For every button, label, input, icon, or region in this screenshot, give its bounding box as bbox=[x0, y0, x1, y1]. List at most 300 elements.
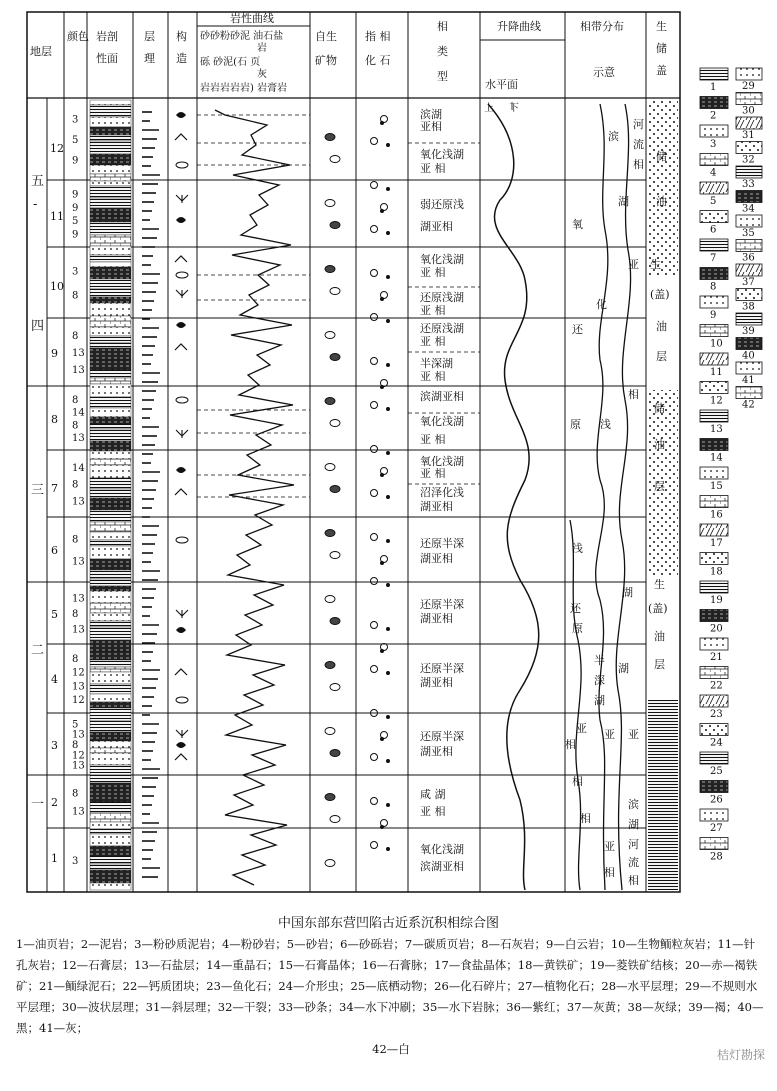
header-source-2: 储 bbox=[656, 42, 667, 55]
bedding-column bbox=[142, 112, 160, 877]
fossil-glyph bbox=[371, 226, 378, 233]
color-code: 5 bbox=[72, 216, 79, 228]
color-code: 13 bbox=[72, 556, 85, 568]
zone-8: 8 bbox=[51, 413, 58, 426]
legend-swatch bbox=[700, 524, 728, 536]
legend-number: 1 bbox=[710, 82, 717, 93]
source-label: 储 bbox=[654, 402, 665, 415]
lithology-band bbox=[90, 753, 131, 765]
structure-symbol bbox=[176, 397, 188, 403]
legend-swatch bbox=[700, 781, 728, 793]
fossil-glyph bbox=[386, 803, 390, 807]
structure-symbol bbox=[176, 290, 188, 298]
legend-number: 7 bbox=[710, 253, 717, 264]
lithology-band bbox=[90, 667, 131, 672]
fossil-glyph bbox=[371, 754, 378, 761]
legend-number: 6 bbox=[710, 224, 717, 236]
source-label: (盖) bbox=[650, 288, 670, 301]
facies-label: 亚 相 bbox=[420, 370, 446, 383]
facies-label: 还原半深 bbox=[420, 598, 464, 611]
legend-number: 22 bbox=[710, 680, 723, 692]
mineral-glyph bbox=[330, 420, 340, 427]
figure-caption: 中国东部东营凹陷古近系沉积相综合图 bbox=[277, 916, 499, 931]
color-code: 12 bbox=[72, 750, 85, 762]
fossil-glyph bbox=[371, 490, 378, 497]
belt-label: 相 bbox=[628, 874, 639, 887]
legend-swatch bbox=[736, 264, 762, 276]
mineral-glyph bbox=[325, 794, 335, 801]
lithology-band bbox=[90, 834, 131, 846]
fossil-glyph bbox=[386, 319, 390, 323]
legend-swatch bbox=[700, 268, 728, 280]
lithology-band bbox=[90, 586, 131, 591]
facies-label: 湖亚相 bbox=[420, 676, 453, 689]
lithology-band bbox=[90, 370, 131, 378]
mineral-glyph bbox=[330, 288, 340, 295]
structure-symbol bbox=[176, 467, 186, 473]
belt-label: 原 bbox=[570, 418, 581, 431]
legend-number: 5 bbox=[710, 196, 717, 207]
legend-swatch bbox=[700, 638, 728, 650]
structure-symbol bbox=[175, 134, 187, 140]
color-code: 8 bbox=[72, 609, 79, 620]
lithology-band bbox=[90, 505, 131, 510]
legend-swatch bbox=[700, 838, 728, 850]
facies-label: 湖亚相 bbox=[420, 220, 453, 233]
lithology-band bbox=[90, 279, 131, 289]
legend-text-body: 1—油页岩；2—泥岩；3—粉砂质泥岩；4—粉砂岩；5—砂岩；6—砂砾岩；7—碳质页岩；8—石灰岩；9—白云岩；10—生物鲕粒灰岩；11—针孔灰岩；12—石膏层；13—石盐层；14—重晶石；15—石膏晶体；16—石膏脉；17—食盐晶体；18—黄铁矿；19—菱铁矿结核；20—赤—褐铁矿；21—鲕绿泥石；22—钙质团块；23—鱼化石；24—介形虫；25—底栖动物；26—化石碎片；27—植物化石；28—水平层理；29—不规则水平层理；30—波状层理；31—斜层理；32—干裂；33—砂条；34—水下冲刷；35—水下岩脉；36—紫红；37—灰黄；38—灰绿；39—褐；40—黑；41—灰； bbox=[16, 937, 764, 1035]
lithology-band bbox=[90, 465, 131, 478]
lithology-band bbox=[90, 702, 131, 708]
legend-number: 36 bbox=[742, 252, 755, 264]
legend-swatch bbox=[736, 117, 762, 129]
color-code: 13 bbox=[72, 593, 85, 605]
source-label: 油 bbox=[656, 195, 667, 208]
facies-label: 亚相 bbox=[420, 120, 442, 133]
color-code: 9 bbox=[72, 229, 79, 241]
fossil-glyph bbox=[371, 578, 378, 585]
structure-symbol bbox=[175, 256, 187, 262]
legend-number: 3 bbox=[710, 139, 717, 150]
fossil-glyph bbox=[386, 187, 390, 191]
facies-label: 咸 湖 bbox=[420, 788, 446, 801]
color-code: 13 bbox=[72, 433, 85, 445]
structure-symbol bbox=[176, 697, 188, 703]
header-lith-sub5: 岩岩岩岩岩) 岩膏岩 bbox=[200, 83, 288, 94]
lithology-band bbox=[90, 459, 131, 465]
source-label: 生 bbox=[654, 578, 665, 591]
header-profile-1: 岩剖 bbox=[96, 30, 118, 43]
header-belt-1: 相带分布 bbox=[580, 20, 624, 33]
facies-label: 氧化浅湖 bbox=[420, 148, 464, 161]
belt-label: 亚 bbox=[576, 722, 587, 735]
color-code: 8 bbox=[72, 331, 79, 342]
lithology-band bbox=[90, 783, 131, 789]
mineral-glyph bbox=[325, 200, 335, 207]
legend-number: 37 bbox=[742, 277, 755, 288]
legend-swatch bbox=[700, 239, 728, 251]
legend-swatch bbox=[736, 289, 762, 301]
belt-label: 滨 bbox=[608, 130, 619, 143]
lithology-band bbox=[90, 408, 131, 417]
lithology-band bbox=[90, 748, 131, 753]
header-authigenic-1: 自生 bbox=[315, 30, 337, 43]
lithology-band bbox=[90, 741, 131, 748]
color-code: 8 bbox=[72, 420, 79, 432]
belt-label: 湖 bbox=[618, 662, 629, 675]
belt-label: 相 bbox=[580, 812, 591, 825]
lithology-band bbox=[90, 297, 131, 303]
fossil-glyph bbox=[371, 182, 378, 189]
lithology-band bbox=[90, 348, 131, 360]
facies-label: 湖亚相 bbox=[420, 552, 453, 565]
fossil-glyph bbox=[371, 622, 378, 629]
lithology-band bbox=[90, 732, 131, 741]
color-code: 5 bbox=[72, 719, 79, 731]
mineral-glyph bbox=[330, 354, 340, 361]
color-code: 8 bbox=[72, 394, 79, 406]
legend-text-last: 42—白 bbox=[372, 1042, 410, 1056]
structure-symbol bbox=[175, 669, 187, 675]
lithology-band bbox=[90, 684, 131, 694]
belt-label: 河 bbox=[628, 838, 639, 851]
lithology-band bbox=[90, 672, 131, 684]
structure-symbol bbox=[176, 217, 186, 223]
lithology-band bbox=[90, 789, 131, 802]
legend-swatch bbox=[700, 353, 728, 365]
color-code: 12 bbox=[72, 667, 85, 679]
color-code: 13 bbox=[72, 365, 85, 376]
legend-number: 17 bbox=[710, 538, 723, 549]
color-code: 8 bbox=[72, 534, 79, 546]
lithology-band bbox=[90, 378, 131, 384]
member-dash: - bbox=[33, 197, 38, 212]
legend-swatch bbox=[700, 296, 728, 308]
header-lith-sub4: 灰 bbox=[257, 69, 267, 80]
legend-key bbox=[700, 68, 762, 863]
fossil-glyph bbox=[371, 534, 378, 541]
facies-label: 滨湖亚相 bbox=[420, 390, 464, 403]
structure-symbol bbox=[176, 742, 186, 748]
legend-swatch bbox=[700, 667, 728, 679]
header-facies-1: 相 bbox=[437, 20, 448, 33]
zone-7: 7 bbox=[51, 482, 58, 495]
lithology-band bbox=[90, 591, 131, 603]
lithology-band bbox=[90, 417, 131, 424]
header-structure-2: 造 bbox=[176, 52, 187, 65]
structure-symbol bbox=[176, 112, 186, 118]
legend-number: 32 bbox=[742, 154, 755, 166]
facies-label: 氧化浅湖 bbox=[420, 455, 464, 468]
mineral-glyph bbox=[330, 750, 340, 757]
member-three: 三 bbox=[31, 483, 45, 498]
legend-swatch bbox=[700, 610, 728, 622]
belt-label: 湖 bbox=[628, 818, 639, 831]
legend-swatch bbox=[700, 467, 728, 479]
color-code: 9 bbox=[72, 189, 79, 201]
header-fossil-1: 指 相 bbox=[365, 30, 391, 43]
facies-label: 氧化浅湖 bbox=[420, 253, 464, 266]
fossil-glyph bbox=[371, 666, 378, 673]
structure-symbol bbox=[176, 430, 188, 438]
legend-swatch bbox=[700, 695, 728, 707]
legend-swatch bbox=[700, 553, 728, 565]
legend-swatch bbox=[700, 211, 728, 223]
legend-swatch bbox=[736, 313, 762, 325]
mineral-glyph bbox=[325, 398, 335, 405]
fossil-glyph bbox=[380, 561, 384, 565]
structure-symbol bbox=[175, 489, 187, 495]
facies-label: 湖亚相 bbox=[420, 745, 453, 758]
fossil-glyph bbox=[380, 385, 384, 389]
source-label: 层 bbox=[656, 350, 667, 363]
mineral-glyph bbox=[325, 860, 335, 867]
legend-number: 20 bbox=[710, 623, 723, 635]
color-code: 13 bbox=[72, 496, 85, 508]
lithology-band bbox=[90, 864, 131, 870]
color-code: 14 bbox=[72, 462, 85, 474]
lithology-band bbox=[90, 117, 131, 127]
belt-boundary-2 bbox=[616, 104, 630, 890]
legend-number: 18 bbox=[710, 566, 723, 578]
belt-boundary-1 bbox=[596, 104, 608, 890]
structure-symbol bbox=[175, 344, 187, 350]
facies-label: 还原半深 bbox=[420, 730, 464, 743]
lithology-band bbox=[90, 532, 131, 540]
lithology-band bbox=[90, 498, 131, 505]
fossil-glyph bbox=[371, 842, 378, 849]
mineral-glyph bbox=[330, 222, 340, 229]
lithology-band bbox=[90, 262, 131, 267]
facies-label: 滨湖 bbox=[420, 108, 442, 121]
legend-number: 13 bbox=[710, 424, 723, 435]
belt-label: 亚 bbox=[604, 728, 615, 741]
lithology-band bbox=[90, 708, 131, 721]
lithology-band bbox=[90, 181, 131, 186]
source-label: 生 bbox=[650, 258, 661, 271]
legend-swatch bbox=[736, 338, 762, 350]
color-code: 8 bbox=[72, 653, 79, 665]
color-code: 12 bbox=[72, 695, 85, 707]
color-code: 13 bbox=[72, 681, 85, 693]
mineral-glyph bbox=[325, 266, 335, 273]
facies-label: 湖亚相 bbox=[420, 612, 453, 625]
belt-label: 深 bbox=[594, 674, 605, 687]
structure-symbol bbox=[176, 627, 186, 633]
belt-label: 亚 bbox=[628, 258, 639, 271]
fossil-glyph bbox=[371, 314, 378, 321]
mineral-glyph bbox=[325, 464, 335, 471]
zone-5: 5 bbox=[51, 608, 58, 621]
legend-number: 30 bbox=[742, 105, 755, 117]
lithology-band bbox=[90, 813, 131, 822]
structure-symbol bbox=[176, 610, 188, 618]
source-label: (盖) bbox=[648, 602, 668, 615]
color-code: 8 bbox=[72, 290, 79, 302]
fossil-glyph bbox=[380, 209, 384, 213]
lithology-band bbox=[90, 846, 131, 856]
header-source-1: 生 bbox=[656, 20, 667, 33]
color-code: 3 bbox=[72, 266, 79, 278]
fossil-glyph bbox=[371, 138, 378, 145]
legend-number: 21 bbox=[710, 652, 723, 663]
color-code: 8 bbox=[72, 740, 79, 751]
lithology-curve bbox=[215, 110, 294, 885]
belt-label: 相 bbox=[604, 866, 615, 879]
legend-number: 29 bbox=[742, 81, 755, 92]
lithology-band bbox=[90, 775, 131, 783]
fossil-glyph bbox=[380, 297, 384, 301]
facies-label: 滨湖亚相 bbox=[420, 860, 464, 873]
fossil-glyph bbox=[386, 407, 390, 411]
lithology-band bbox=[90, 198, 131, 208]
facies-label: 还原浅湖 bbox=[420, 291, 464, 304]
reservoir-fill bbox=[648, 100, 678, 275]
header-lith-sub1: 砂砂粉砂泥 油石盐 bbox=[200, 31, 284, 42]
lithology-band bbox=[90, 651, 131, 660]
lithology-profile bbox=[90, 100, 131, 890]
header-bedding-2: 理 bbox=[144, 52, 155, 65]
legend-number: 33 bbox=[742, 179, 755, 190]
fossil-glyph bbox=[386, 671, 390, 675]
lithology-band bbox=[90, 127, 131, 135]
facies-label: 亚 相 bbox=[420, 335, 446, 348]
structure-column bbox=[175, 112, 188, 760]
header-bedding-1: 层 bbox=[144, 30, 155, 43]
color-column bbox=[72, 115, 85, 868]
lithology-band bbox=[90, 303, 131, 316]
source-label: 油 bbox=[654, 630, 665, 643]
facies-label: 亚 相 bbox=[420, 433, 446, 446]
lithology-band bbox=[90, 208, 131, 216]
legend-number: 2 bbox=[710, 110, 717, 122]
belt-label: 相 bbox=[572, 775, 583, 788]
header-rise-fall: 升降曲线 bbox=[497, 20, 541, 33]
member-one: 一 bbox=[31, 797, 45, 812]
belt-label: 浅 bbox=[572, 542, 583, 555]
legend-number: 4 bbox=[710, 167, 717, 179]
lithology-band bbox=[90, 154, 131, 165]
lithology-band bbox=[90, 343, 131, 348]
lithology-band bbox=[90, 186, 131, 198]
belt-label: 流 bbox=[633, 138, 644, 151]
legend-text bbox=[16, 934, 766, 1060]
fossil-glyph bbox=[371, 798, 378, 805]
legend-swatch bbox=[736, 93, 762, 105]
legend-swatch bbox=[700, 581, 728, 593]
lithology-band bbox=[90, 627, 131, 640]
facies-label: 亚 相 bbox=[420, 162, 446, 175]
fossil-glyph bbox=[386, 143, 390, 147]
structure-symbol bbox=[176, 272, 188, 278]
color-code: 9 bbox=[72, 202, 79, 214]
legend-number: 26 bbox=[710, 794, 723, 806]
facies-label: 亚 相 bbox=[420, 304, 446, 317]
legend-number: 8 bbox=[710, 281, 717, 293]
structure-symbol bbox=[176, 195, 188, 203]
legend-swatch bbox=[700, 382, 728, 394]
color-code: 3 bbox=[72, 856, 79, 867]
fossil-glyph bbox=[371, 446, 378, 453]
legend-swatch bbox=[700, 97, 728, 109]
header-authigenic-2: 矿物 bbox=[315, 54, 337, 67]
fossil-glyph bbox=[386, 539, 390, 543]
mineral-glyph bbox=[330, 156, 340, 163]
color-code: 14 bbox=[72, 407, 85, 419]
lithology-band bbox=[90, 765, 131, 775]
legend-number: 23 bbox=[710, 709, 723, 720]
lithology-band bbox=[90, 135, 131, 141]
header-down: 下 bbox=[509, 103, 519, 114]
lithology-band bbox=[90, 174, 131, 181]
mineral-glyph bbox=[330, 552, 340, 559]
header-source-3: 盖 bbox=[656, 64, 667, 77]
legend-number: 41 bbox=[742, 375, 755, 386]
legend-number: 40 bbox=[742, 350, 755, 362]
legend-swatch bbox=[736, 68, 762, 80]
legend-swatch bbox=[700, 325, 728, 337]
legend-number: 19 bbox=[710, 595, 723, 606]
facies-label: 沼泽化浅 bbox=[420, 486, 464, 499]
lithology-band bbox=[90, 451, 131, 459]
legend-number: 16 bbox=[710, 509, 723, 521]
facies-label: 还原半深 bbox=[420, 537, 464, 550]
belt-label: 相 bbox=[628, 388, 639, 401]
mineral-glyph bbox=[330, 618, 340, 625]
lithology-band bbox=[90, 478, 131, 489]
mineral-glyph bbox=[330, 684, 340, 691]
zone-9: 9 bbox=[51, 347, 58, 360]
fossil-glyph bbox=[371, 402, 378, 409]
legend-number: 15 bbox=[710, 481, 723, 492]
lithology-band bbox=[90, 559, 131, 570]
lithology-band bbox=[90, 384, 131, 397]
belt-label: 还 bbox=[570, 602, 581, 615]
belt-label: 半 bbox=[594, 654, 605, 667]
legend-swatch bbox=[736, 240, 762, 252]
zone-12: 12 bbox=[50, 142, 64, 155]
facies-label: 氧化浅湖 bbox=[420, 843, 464, 856]
structure-symbol bbox=[176, 730, 188, 738]
belt-boundary-3 bbox=[570, 520, 581, 890]
source-label: 油 bbox=[656, 320, 667, 333]
legend-number: 38 bbox=[742, 301, 755, 313]
fossil-glyph bbox=[386, 363, 390, 367]
lithology-band bbox=[90, 522, 131, 532]
lithology-band bbox=[90, 694, 131, 702]
lithology-band bbox=[90, 660, 131, 667]
legend-swatch bbox=[700, 496, 728, 508]
source-label: 储 bbox=[656, 150, 667, 163]
fossil-glyph bbox=[386, 275, 390, 279]
lithology-band bbox=[90, 640, 131, 651]
color-code: 13 bbox=[72, 729, 85, 741]
legend-swatch bbox=[700, 724, 728, 736]
lithology-band bbox=[90, 327, 131, 336]
header-fossil-2: 化 石 bbox=[365, 54, 391, 67]
lithology-band bbox=[90, 360, 131, 370]
fossil-glyph bbox=[386, 583, 390, 587]
legend-swatch bbox=[736, 215, 762, 227]
belt-label: 湖 bbox=[594, 694, 605, 707]
legend-swatch bbox=[700, 182, 728, 194]
mineral-glyph bbox=[330, 816, 340, 823]
legend-swatch bbox=[736, 142, 762, 154]
header-facies-3: 型 bbox=[437, 70, 448, 83]
belt-label: 还 bbox=[572, 323, 583, 336]
zone-4: 4 bbox=[51, 673, 58, 686]
legend-number: 24 bbox=[710, 737, 723, 749]
